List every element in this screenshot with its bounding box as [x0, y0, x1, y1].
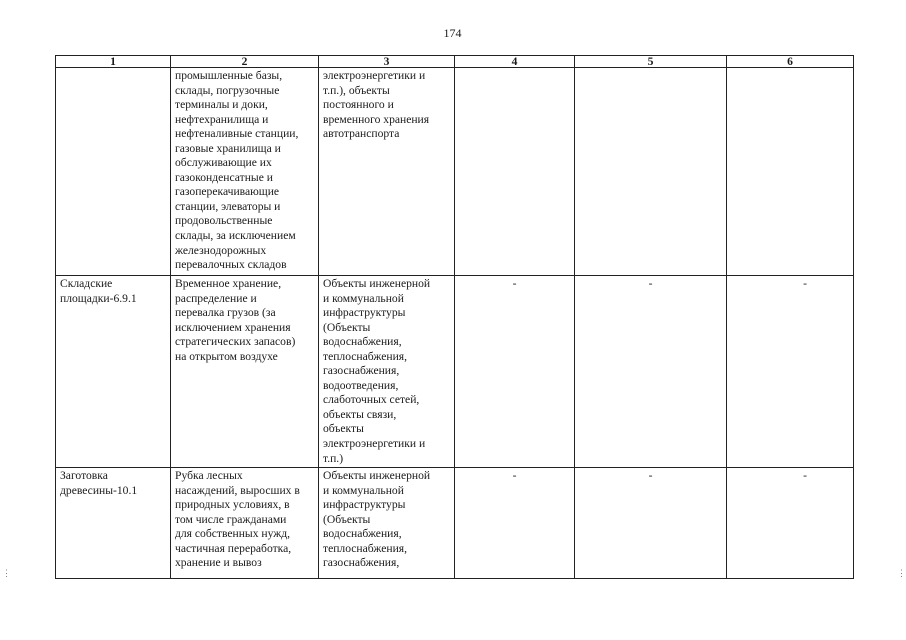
table-row	[56, 276, 854, 468]
cell-text-line: инфраструктуры	[323, 498, 406, 512]
cell-text-line: том числе гражданами	[175, 512, 287, 526]
right-margin-mark: ⋮	[897, 568, 906, 578]
cell-text-line: частичная переработка,	[175, 541, 292, 555]
cell-text-line: теплоснабжения,	[323, 541, 408, 555]
cell-text-line: перевалка грузов (за	[175, 306, 276, 320]
table-cell-col2	[171, 468, 319, 579]
cell-text-line: электроэнергетики и	[323, 69, 426, 82]
cell-text-line: временного хранения	[323, 112, 430, 126]
table-cell-col4: -	[455, 276, 575, 468]
column-header-5: 5	[575, 56, 727, 68]
cell-text-line: для собственных нужд,	[175, 527, 291, 541]
table-cell-col6: -	[727, 468, 854, 579]
cell-text-line: газоснабжения,	[323, 364, 400, 378]
column-header-6: 6	[727, 56, 854, 68]
cell-text-line: инфраструктуры	[323, 306, 406, 320]
cell-text-line: Объекты инженерной	[323, 469, 431, 483]
table-cell-col3	[319, 68, 455, 276]
cell-text-line: нефтеналивные станции,	[175, 127, 299, 141]
table-cell-col6	[727, 68, 854, 276]
table-cell-col2	[171, 276, 319, 468]
cell-text-line: т.п.)	[323, 451, 344, 465]
cell-text-line: железнодорожных	[175, 243, 267, 257]
table-cell-col2	[171, 68, 319, 276]
column-header-3: 3	[319, 56, 455, 68]
cell-text-line: объекты	[323, 422, 364, 436]
cell-text-line: Временное хранение,	[175, 277, 282, 290]
cell-text-line: постоянного и	[323, 98, 394, 112]
land-use-table	[55, 55, 854, 579]
cell-text-line: газовые хранилища и	[175, 141, 281, 155]
cell-text-line: (Объекты	[323, 512, 371, 526]
cell-text-line: площадки-6.9.1	[60, 291, 137, 305]
table-cell-col1	[56, 276, 171, 468]
cell-text-line: и коммунальной	[323, 291, 404, 305]
cell-text-line: промышленные базы,	[175, 69, 283, 82]
column-header-4: 4	[455, 56, 575, 68]
cell-text-line: теплоснабжения,	[323, 349, 408, 363]
cell-text-line: газоснабжения,	[323, 556, 400, 570]
page-number: 174	[443, 26, 462, 40]
cell-text-line: Объекты инженерной	[323, 277, 431, 290]
cell-text-line: слаботочных сетей,	[323, 393, 420, 407]
cell-text-line: природных условиях, в	[175, 498, 290, 512]
cell-text-line: газоперекачивающие	[175, 185, 280, 199]
table-cell-col5	[575, 68, 727, 276]
table-cell-col4	[455, 68, 575, 276]
cell-text-line: распределение и	[175, 291, 257, 305]
table-row	[56, 68, 854, 276]
cell-text-line: Рубка лесных	[175, 469, 243, 483]
table-cell-col5: -	[575, 468, 727, 579]
cell-text-line: электроэнергетики и	[323, 437, 426, 451]
table-cell-col1	[56, 68, 171, 276]
left-margin-mark: ⋮	[2, 568, 11, 578]
cell-text-line: и коммунальной	[323, 483, 404, 497]
cell-text-line: склады, погрузочные	[175, 83, 280, 97]
cell-text-line: газоконденсатные и	[175, 170, 273, 184]
table-header-row	[56, 56, 854, 68]
table-cell-col3	[319, 468, 455, 579]
cell-text-line: автотранспорта	[323, 127, 400, 141]
cell-text-line: древесины-10.1	[60, 483, 138, 497]
cell-text-line: объекты связи,	[323, 407, 397, 421]
cell-text-line: водоснабжения,	[323, 527, 402, 541]
column-header-2: 2	[171, 56, 319, 68]
table-cell-col1	[56, 468, 171, 579]
cell-text-line: Складские	[60, 277, 113, 290]
column-header-1: 1	[56, 56, 171, 68]
table-cell-col3	[319, 276, 455, 468]
table-cell-col6: -	[727, 276, 854, 468]
cell-text-line: стратегических запасов)	[175, 335, 296, 349]
cell-text-line: водоотведения,	[323, 378, 399, 392]
cell-text-line: водоснабжения,	[323, 335, 402, 349]
table-row	[56, 468, 854, 579]
cell-text-line: продовольственные	[175, 214, 273, 228]
cell-text-line: на открытом воздухе	[175, 349, 278, 363]
cell-text-line: нефтехранилища и	[175, 112, 269, 126]
cell-text-line: (Объекты	[323, 320, 371, 334]
cell-text-line: насаждений, выросших в	[175, 483, 300, 497]
cell-text-line: терминалы и доки,	[175, 98, 268, 112]
cell-text-line: склады, за исключением	[175, 229, 296, 243]
cell-text-line: перевалочных складов	[175, 258, 287, 272]
table-cell-col4: -	[455, 468, 575, 579]
cell-text-line: Заготовка	[60, 469, 108, 483]
cell-text-line: станции, элеваторы и	[175, 199, 281, 213]
cell-text-line: исключением хранения	[175, 320, 291, 334]
cell-text-line: обслуживающие их	[175, 156, 272, 170]
cell-text-line: хранение и вывоз	[175, 556, 262, 570]
table-cell-col5: -	[575, 276, 727, 468]
cell-text-line: т.п.), объекты	[323, 83, 390, 97]
